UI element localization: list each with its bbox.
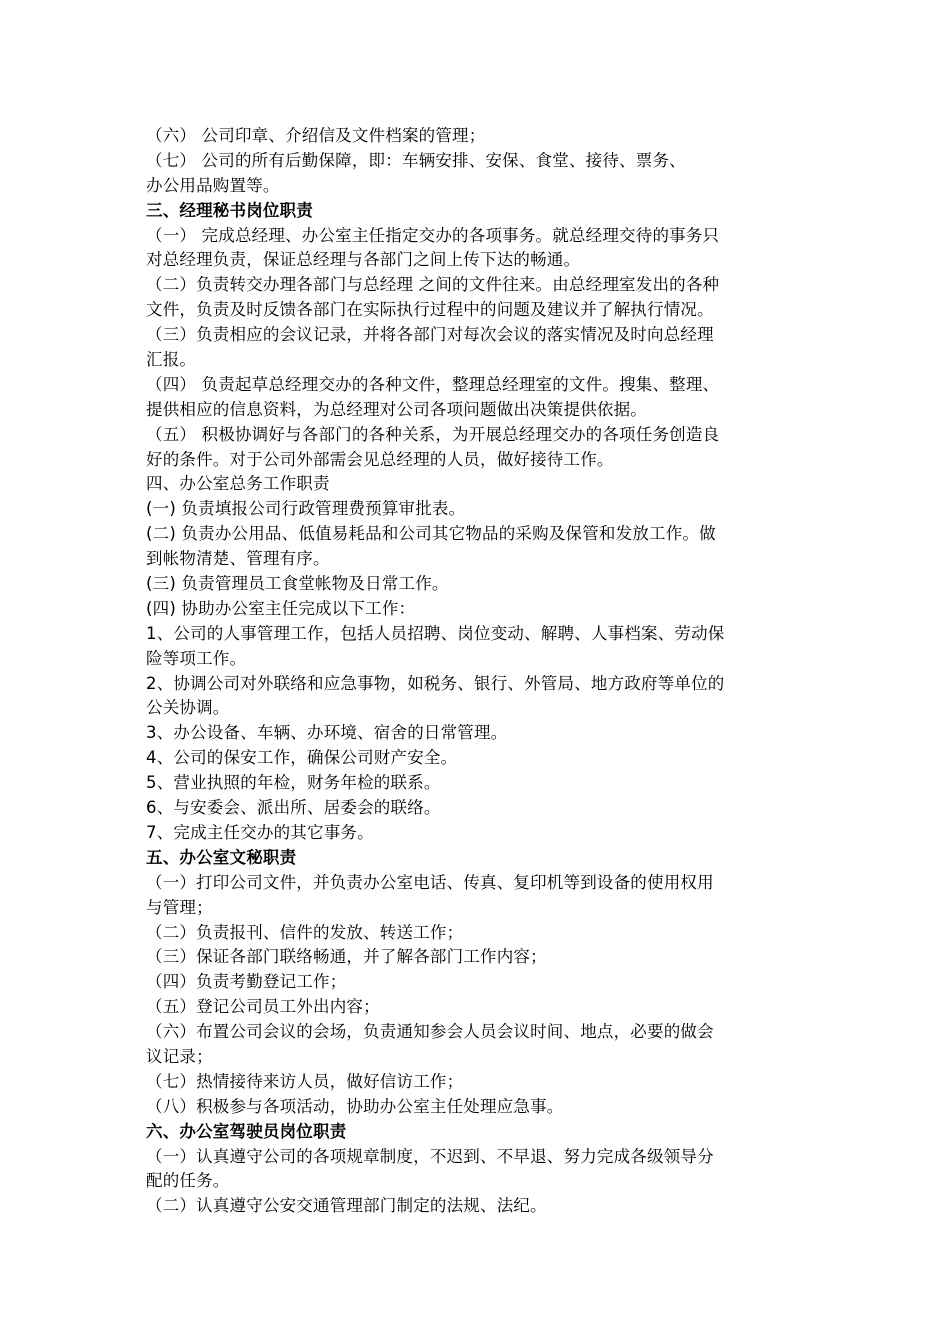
text-line: (一) 负责填报公司行政管理费预算审批表。 xyxy=(146,499,466,519)
text-line: （五）登记公司员工外出内容； xyxy=(146,997,380,1017)
text-line: 2、协调公司对外联络和应急事物，如税务、银行、外管局、地方政府等单位的 xyxy=(146,673,725,693)
text-line: 对总经理负责，保证总经理与各部门之间上传下达的畅通。 xyxy=(146,250,581,270)
text-line: 4、公司的保安工作，确保公司财产安全。 xyxy=(146,748,458,768)
text-line: （五） 积极协调好与各部门的各种关系，为开展总经理交办的各项任务创造良 xyxy=(146,424,720,444)
text-line: 提供相应的信息资料，为总经理对公司各项问题做出决策提供依据。 xyxy=(146,399,647,419)
text-line: 汇报。 xyxy=(146,350,197,370)
text-line: 1、公司的人事管理工作，包括人员招聘、岗位变动、解聘、人事档案、劳动保 xyxy=(146,623,725,643)
text-line: 与管理； xyxy=(146,897,213,917)
text-line: （三）负责相应的会议记录，并将各部门对每次会议的落实情况及时向总经理 xyxy=(146,325,714,345)
text-line: (四) 协助办公室主任完成以下工作： xyxy=(146,598,416,618)
text-line: 7、完成主任交办的其它事务。 xyxy=(146,822,374,842)
text-line: 到帐物清楚、管理有序。 xyxy=(146,549,330,569)
section-heading: 六、办公室驾驶员岗位职责 xyxy=(146,1121,347,1141)
section-heading: 三、经理秘书岗位职责 xyxy=(146,200,313,220)
text-line: 办公用品购置等。 xyxy=(146,175,280,195)
text-line: (二) 负责办公用品、低值易耗品和公司其它物品的采购及保管和发放工作。做 xyxy=(146,524,716,544)
text-line: （三）保证各部门联络畅通，并了解各部门工作内容； xyxy=(146,947,547,967)
text-line: （一） 完成总经理、办公室主任指定交办的各项事务。就总经理交待的事务只 xyxy=(146,225,720,245)
text-line: （二）负责转交办理各部门与总经理 之间的文件往来。由总经理室发出的各种 xyxy=(146,275,720,295)
text-line: 3、办公设备、车辆、办环境、宿舍的日常管理。 xyxy=(146,723,508,743)
text-line: 配的任务。 xyxy=(146,1171,230,1191)
text-line: （一）认真遵守公司的各项规章制度，不迟到、不早退、努力完成各级领导分 xyxy=(146,1146,714,1166)
text-line: （六） 公司印章、介绍信及文件档案的管理； xyxy=(146,126,486,145)
text-line: 文件，负责及时反馈各部门在实际执行过程中的问题及建议并了解执行情况。 xyxy=(146,300,714,320)
text-line: 险等项工作。 xyxy=(146,648,247,668)
text-line: （七） 公司的所有后勤保障，即：车辆安排、安保、食堂、接待、票务、 xyxy=(146,150,686,170)
text-line: （六）布置公司会议的会场，负责通知参会人员会议时间、地点，必要的做会 xyxy=(146,1022,714,1042)
text-line: （四） 负责起草总经理交办的各种文件，整理总经理室的文件。搜集、整理、 xyxy=(146,374,720,394)
text-line: (三) 负责管理员工食堂帐物及日常工作。 xyxy=(146,574,449,594)
text-line: 公关协调。 xyxy=(146,698,230,718)
text-line: （四）负责考勤登记工作； xyxy=(146,972,347,992)
text-line: （二）认真遵守公安交通管理部门制定的法规、法纪。 xyxy=(146,1196,547,1216)
text-line: （七）热情接待来访人员，做好信访工作； xyxy=(146,1071,464,1091)
text-line: 四、办公室总务工作职责 xyxy=(146,474,330,494)
text-line: 5、营业执照的年检，财务年检的联系。 xyxy=(146,773,441,793)
text-line: 议记录； xyxy=(146,1046,213,1066)
text-line: （八）积极参与各项活动，协助办公室主任处理应急事。 xyxy=(146,1096,564,1116)
section-heading: 五、办公室文秘职责 xyxy=(146,847,297,867)
text-line: 6、与安委会、派出所、居委会的联络。 xyxy=(146,798,441,818)
document-body xyxy=(146,124,811,1219)
text-line: 好的条件。对于公司外部需会见总经理的人员，做好接待工作。 xyxy=(146,449,614,469)
text-line: （二）负责报刊、信件的发放、转送工作； xyxy=(146,922,464,942)
text-line: （一）打印公司文件，并负责办公室电话、传真、复印机等到设备的使用权用 xyxy=(146,872,714,892)
